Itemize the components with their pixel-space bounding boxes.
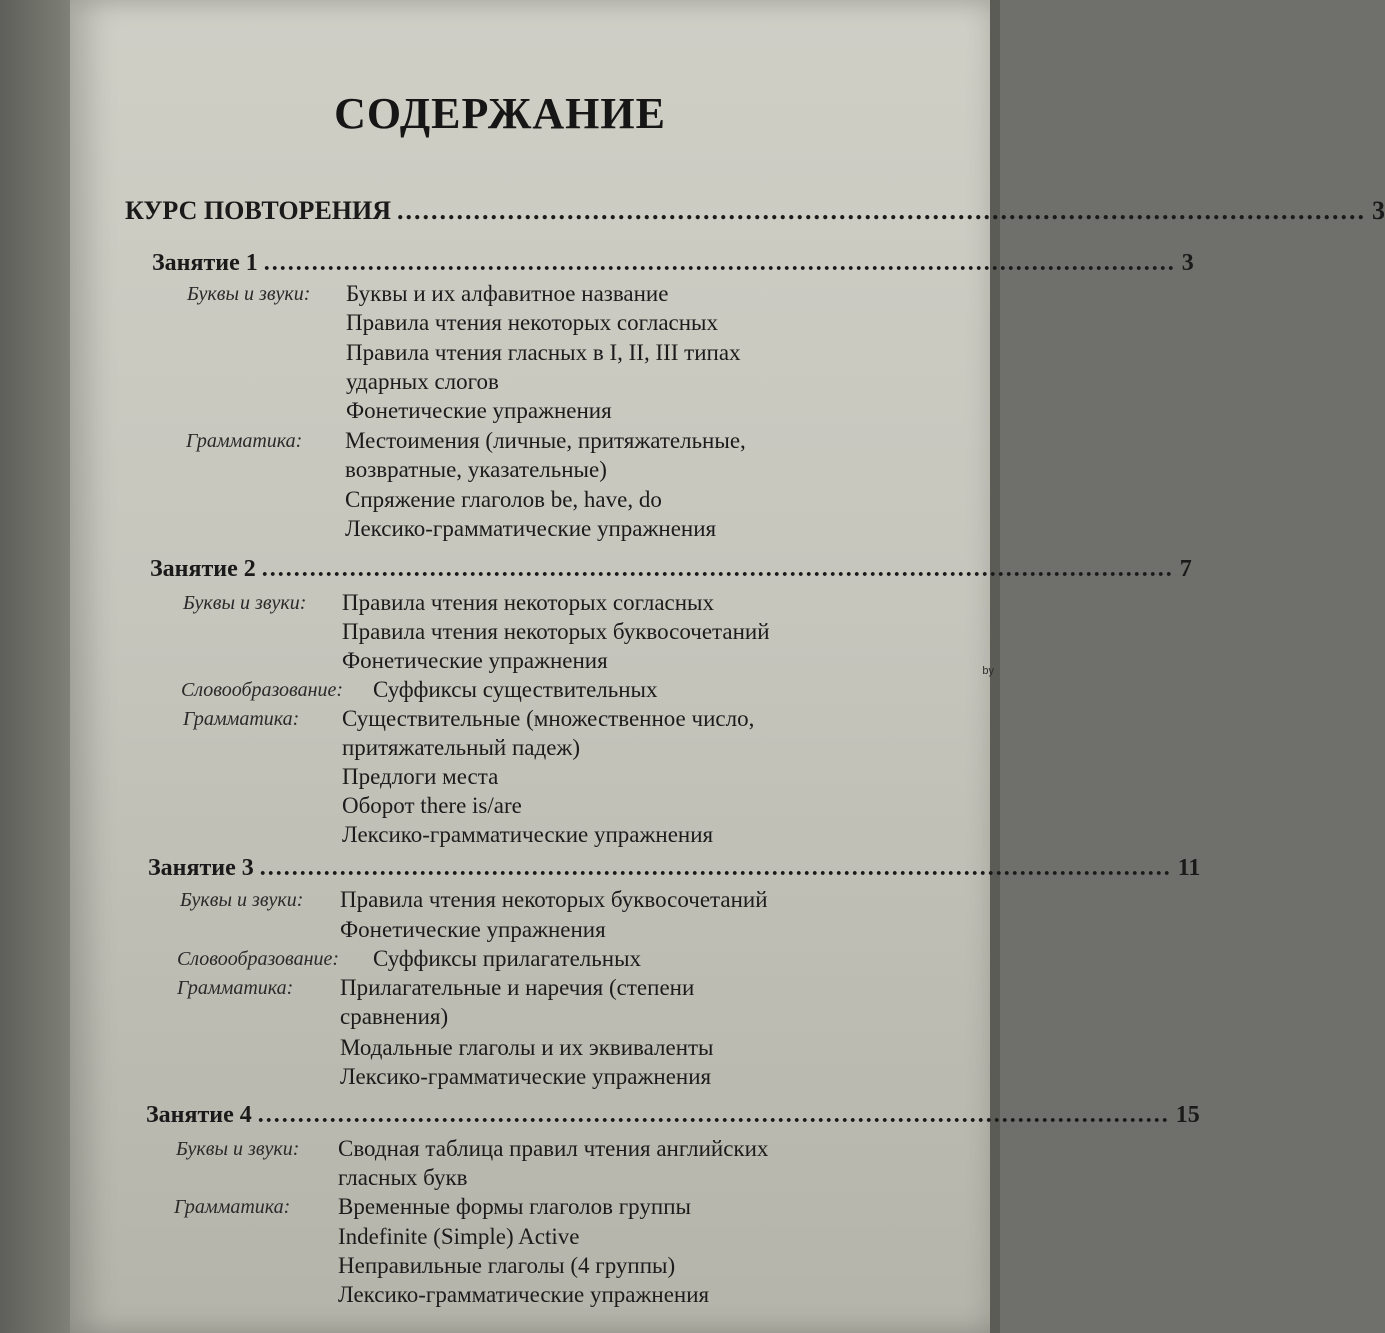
toc-category: Буквы и звуки: — [183, 592, 307, 614]
toc-topic: Правила чтения некоторых буквосочетаний — [342, 619, 770, 644]
toc-topic: Фонетические упражнения — [340, 917, 606, 942]
watermark: by — [982, 665, 994, 677]
toc-topic: Правила чтения гласных в I, II, III типах — [346, 340, 741, 365]
toc-entry-course — [125, 196, 1385, 226]
toc-topic: сравнения) — [340, 1004, 449, 1029]
toc-entry-label: Занятие 1 — [152, 250, 258, 276]
toc-topic: Буквы и их алфавитное название — [346, 281, 669, 306]
toc-entry-label: Занятие 3 — [148, 855, 254, 881]
toc-category: Буквы и звуки: — [180, 889, 304, 911]
toc-topic: Сводная таблица правил чтения английских — [338, 1136, 769, 1161]
toc-category: Словообразование: — [181, 679, 344, 701]
toc-page-number: 3 — [1181, 250, 1194, 276]
toc-category: Грамматика: — [177, 977, 294, 999]
toc-topic: гласных букв — [338, 1165, 468, 1190]
toc-topic: Фонетические упражнения — [342, 648, 608, 673]
dot-leader: .................................................................................................................. — [397, 196, 1367, 225]
toc-topic: Существительные (множественное число, — [342, 706, 755, 731]
toc-topic: Фонетические упражнения — [346, 398, 612, 423]
toc-category: Грамматика: — [174, 1196, 291, 1218]
toc-topic: Лексико-грамматические упражнения — [340, 1064, 712, 1089]
toc-entry-label: Занятие 2 — [150, 556, 256, 582]
toc-topic: Суффиксы существительных — [373, 677, 658, 702]
toc-topic: Прилагательные и наречия (степени — [340, 975, 695, 1000]
toc-topic: Предлоги места — [342, 764, 499, 789]
toc-entry-lesson-3 — [148, 855, 1201, 882]
toc-page-number: 3 — [1372, 196, 1385, 225]
toc-page-number: 7 — [1179, 556, 1192, 582]
toc-topic: Суффиксы прилагательных — [373, 946, 642, 971]
toc-category: Грамматика: — [183, 708, 300, 730]
page-title: СОДЕРЖАНИЕ — [334, 89, 666, 138]
dot-leader: .................................................................................................................. — [259, 855, 1172, 881]
toc-topic: Спряжение глаголов be, have, do — [345, 487, 662, 512]
toc-topic: Правила чтения некоторых буквосочетаний — [340, 887, 768, 912]
toc-topic: Неправильные глаголы (4 группы) — [338, 1253, 676, 1278]
toc-entry-lesson-1 — [152, 250, 1194, 277]
toc-entry-lesson-2 — [150, 556, 1192, 583]
dot-leader: .................................................................................................................. — [261, 556, 1174, 582]
toc-entry-label: Занятие 4 — [146, 1102, 252, 1128]
toc-topic: Модальные глаголы и их эквиваленты — [340, 1035, 714, 1060]
toc-topic: Временные формы глаголов группы — [338, 1194, 691, 1219]
dot-leader: .................................................................................................................. — [263, 250, 1176, 276]
toc-category: Буквы и звуки: — [176, 1138, 300, 1160]
toc-topic: Правила чтения некоторых согласных — [346, 310, 718, 335]
toc-topic: Лексико-грамматические упражнения — [342, 822, 714, 847]
toc-topic: Правила чтения некоторых согласных — [342, 590, 714, 615]
toc-page-number: 15 — [1175, 1102, 1200, 1128]
toc-topic: притяжательный падеж) — [342, 735, 580, 760]
dot-leader: .................................................................................................................. — [257, 1102, 1170, 1128]
toc-category: Словообразование: — [177, 948, 340, 970]
toc-category: Буквы и звуки: — [187, 283, 311, 305]
toc-topic: возвратные, указательные) — [345, 457, 607, 482]
toc-topic: Indefinite (Simple) Active — [338, 1224, 580, 1249]
toc-category: Грамматика: — [186, 430, 303, 452]
toc-topic: Местоимения (личные, притяжательные, — [345, 428, 746, 453]
toc-topic: Оборот there is/are — [342, 793, 522, 818]
toc-entry-label: КУРС ПОВТОРЕНИЯ — [125, 196, 392, 225]
toc-page-number: 11 — [1177, 855, 1201, 881]
toc-topic: ударных слогов — [346, 369, 499, 394]
toc-topic: Лексико-грамматические упражнения — [345, 516, 717, 541]
toc-entry-lesson-4 — [146, 1102, 1200, 1129]
toc-topic: Лексико-грамматические упражнения — [338, 1282, 710, 1307]
